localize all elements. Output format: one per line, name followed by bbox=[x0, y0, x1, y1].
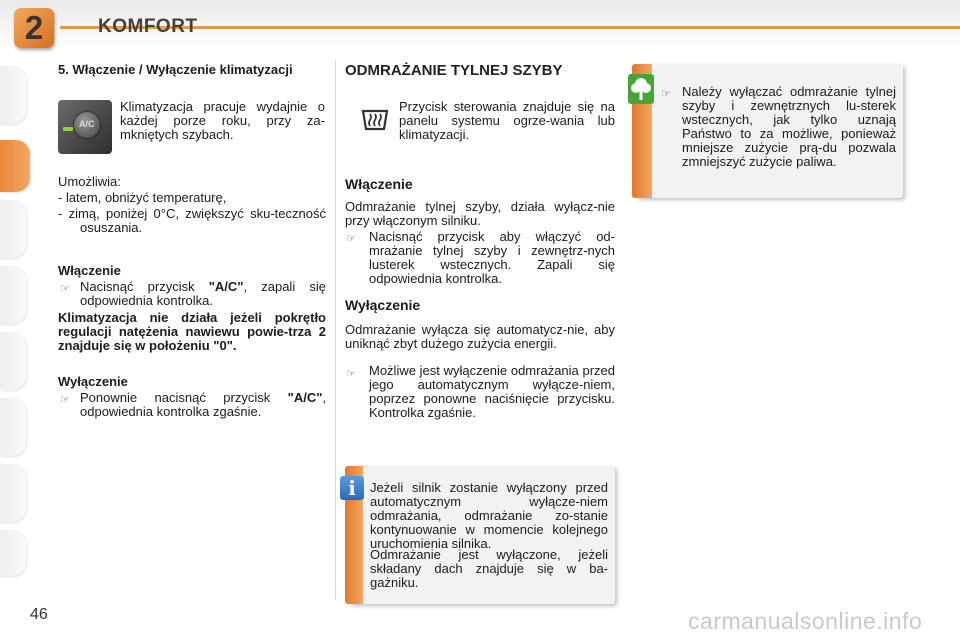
ac-on-heading: Włączenie bbox=[58, 263, 121, 278]
pointing-hand-icon: ☞ bbox=[346, 368, 356, 380]
watermark: carmanualsonline.info bbox=[688, 608, 923, 634]
ac-off-heading: Wyłączenie bbox=[58, 374, 128, 389]
allows-label: Umożliwia: bbox=[58, 174, 121, 189]
info-text-1: Jeżeli silnik zostanie wyłączony przed automatycznym wyłącze-niem odmrażania, odmrażanie zo-stanie kontynuowanie w momencie kolejnego uruchomienia silnika. bbox=[370, 480, 608, 551]
side-tab-7[interactable] bbox=[0, 464, 26, 522]
ac-button-icon: A/C bbox=[58, 100, 112, 154]
rear-defrost-icon bbox=[360, 108, 390, 132]
defrost-on-text: Odmrażanie tylnej szyby, działa wyłącz-nie przy włączonym silniku. bbox=[345, 199, 615, 228]
ac-intro: Klimatyzacja pracuje wydajnie o każdej porze roku, przy za-mkniętych szybach. bbox=[120, 99, 325, 142]
pointing-hand-icon: ☞ bbox=[661, 88, 671, 100]
column-divider bbox=[335, 60, 336, 600]
pointing-hand-icon: ☞ bbox=[60, 394, 70, 406]
side-tab-6[interactable] bbox=[0, 398, 26, 456]
ac-on-text-a: Nacisnąć przycisk bbox=[80, 279, 209, 294]
ac-warning: Klimatyzacja nie działa jeżeli pokrętło regulacji natężenia nawiewu powie-trza 2 znajduje się w położeniu "0". bbox=[58, 310, 326, 353]
ac-on-text bbox=[80, 280, 326, 308]
side-tab-8[interactable] bbox=[0, 530, 26, 576]
defrost-on-bullet: Nacisnąć przycisk aby włączyć od-mrażanie tylnej szyby i zewnętrz-nych lusterek wstecznych. Zapali się odpowiednia kontrolka. bbox=[369, 229, 615, 286]
info-text-2: Odmrażanie jest wyłączone, jeżeli składany dach znajduje się w ba-gażniku. bbox=[370, 547, 608, 590]
ac-on-text-bold: "A/C" bbox=[208, 279, 244, 294]
pointing-hand-icon: ☞ bbox=[60, 283, 70, 295]
eco-text: Należy wyłączać odmrażanie tylnej szyby i zewnętrznych lu-sterek wstecznych, jak tylko uznają Państwo to za możliwe, ponieważ mniejsze zużycie prą-du pozwala zmniejszyć zużycie paliwa. bbox=[682, 84, 896, 169]
side-tab-5[interactable] bbox=[0, 332, 26, 390]
defrost-on-heading: Włączenie bbox=[345, 176, 413, 192]
ac-off-text-bold: "A/C" bbox=[287, 390, 323, 405]
chapter-title: KOMFORT bbox=[98, 16, 198, 37]
page-number: 46 bbox=[30, 606, 48, 623]
info-icon: i bbox=[340, 476, 364, 500]
ac-on-text-b: , zapali się odpowiednia kontrolka. bbox=[80, 279, 326, 308]
ac-off-text-b: , odpowiednia kontrolka zgaśnie. bbox=[80, 390, 326, 419]
side-tab-3[interactable] bbox=[0, 200, 26, 258]
ac-off-text bbox=[80, 391, 326, 419]
defrost-off-text: Odmrażanie wyłącza się automatycz-nie, aby uniknąć zbyt dużego zużycia energii. bbox=[345, 322, 615, 351]
chapter-badge: 2 bbox=[14, 8, 54, 48]
ac-off-text-a: Ponownie nacisnąć przycisk bbox=[80, 390, 288, 405]
defrost-intro: Przycisk sterowania znajduje się na panelu systemu ogrze-wania lub klimatyzacji. bbox=[399, 99, 615, 142]
side-tab-2-active[interactable] bbox=[0, 140, 30, 192]
defrost-off-heading: Wyłączenie bbox=[345, 297, 421, 313]
defrost-off-bullet: Możliwe jest wyłączenie odmrażania przed jego automatycznym wyłącze-niem, poprzez ponowne naciśnięcie przycisku. Kontrolka zgaśnie. bbox=[369, 363, 615, 420]
allow-item-1: - latem, obniżyć temperaturę, bbox=[58, 190, 227, 205]
eco-tree-icon bbox=[628, 74, 654, 104]
allow-item-2: - zimą, poniżej 0°C, zwiększyć sku-teczność osuszania. bbox=[58, 206, 326, 235]
pointing-hand-icon: ☞ bbox=[346, 233, 356, 245]
item5-title: 5. Włączenie / Wyłączenie klimatyzacji bbox=[58, 62, 293, 77]
section-title: ODMRAŻANIE TYLNEJ SZYBY bbox=[345, 62, 563, 79]
side-tab-4[interactable] bbox=[0, 266, 26, 324]
side-tab-1[interactable] bbox=[0, 66, 26, 124]
